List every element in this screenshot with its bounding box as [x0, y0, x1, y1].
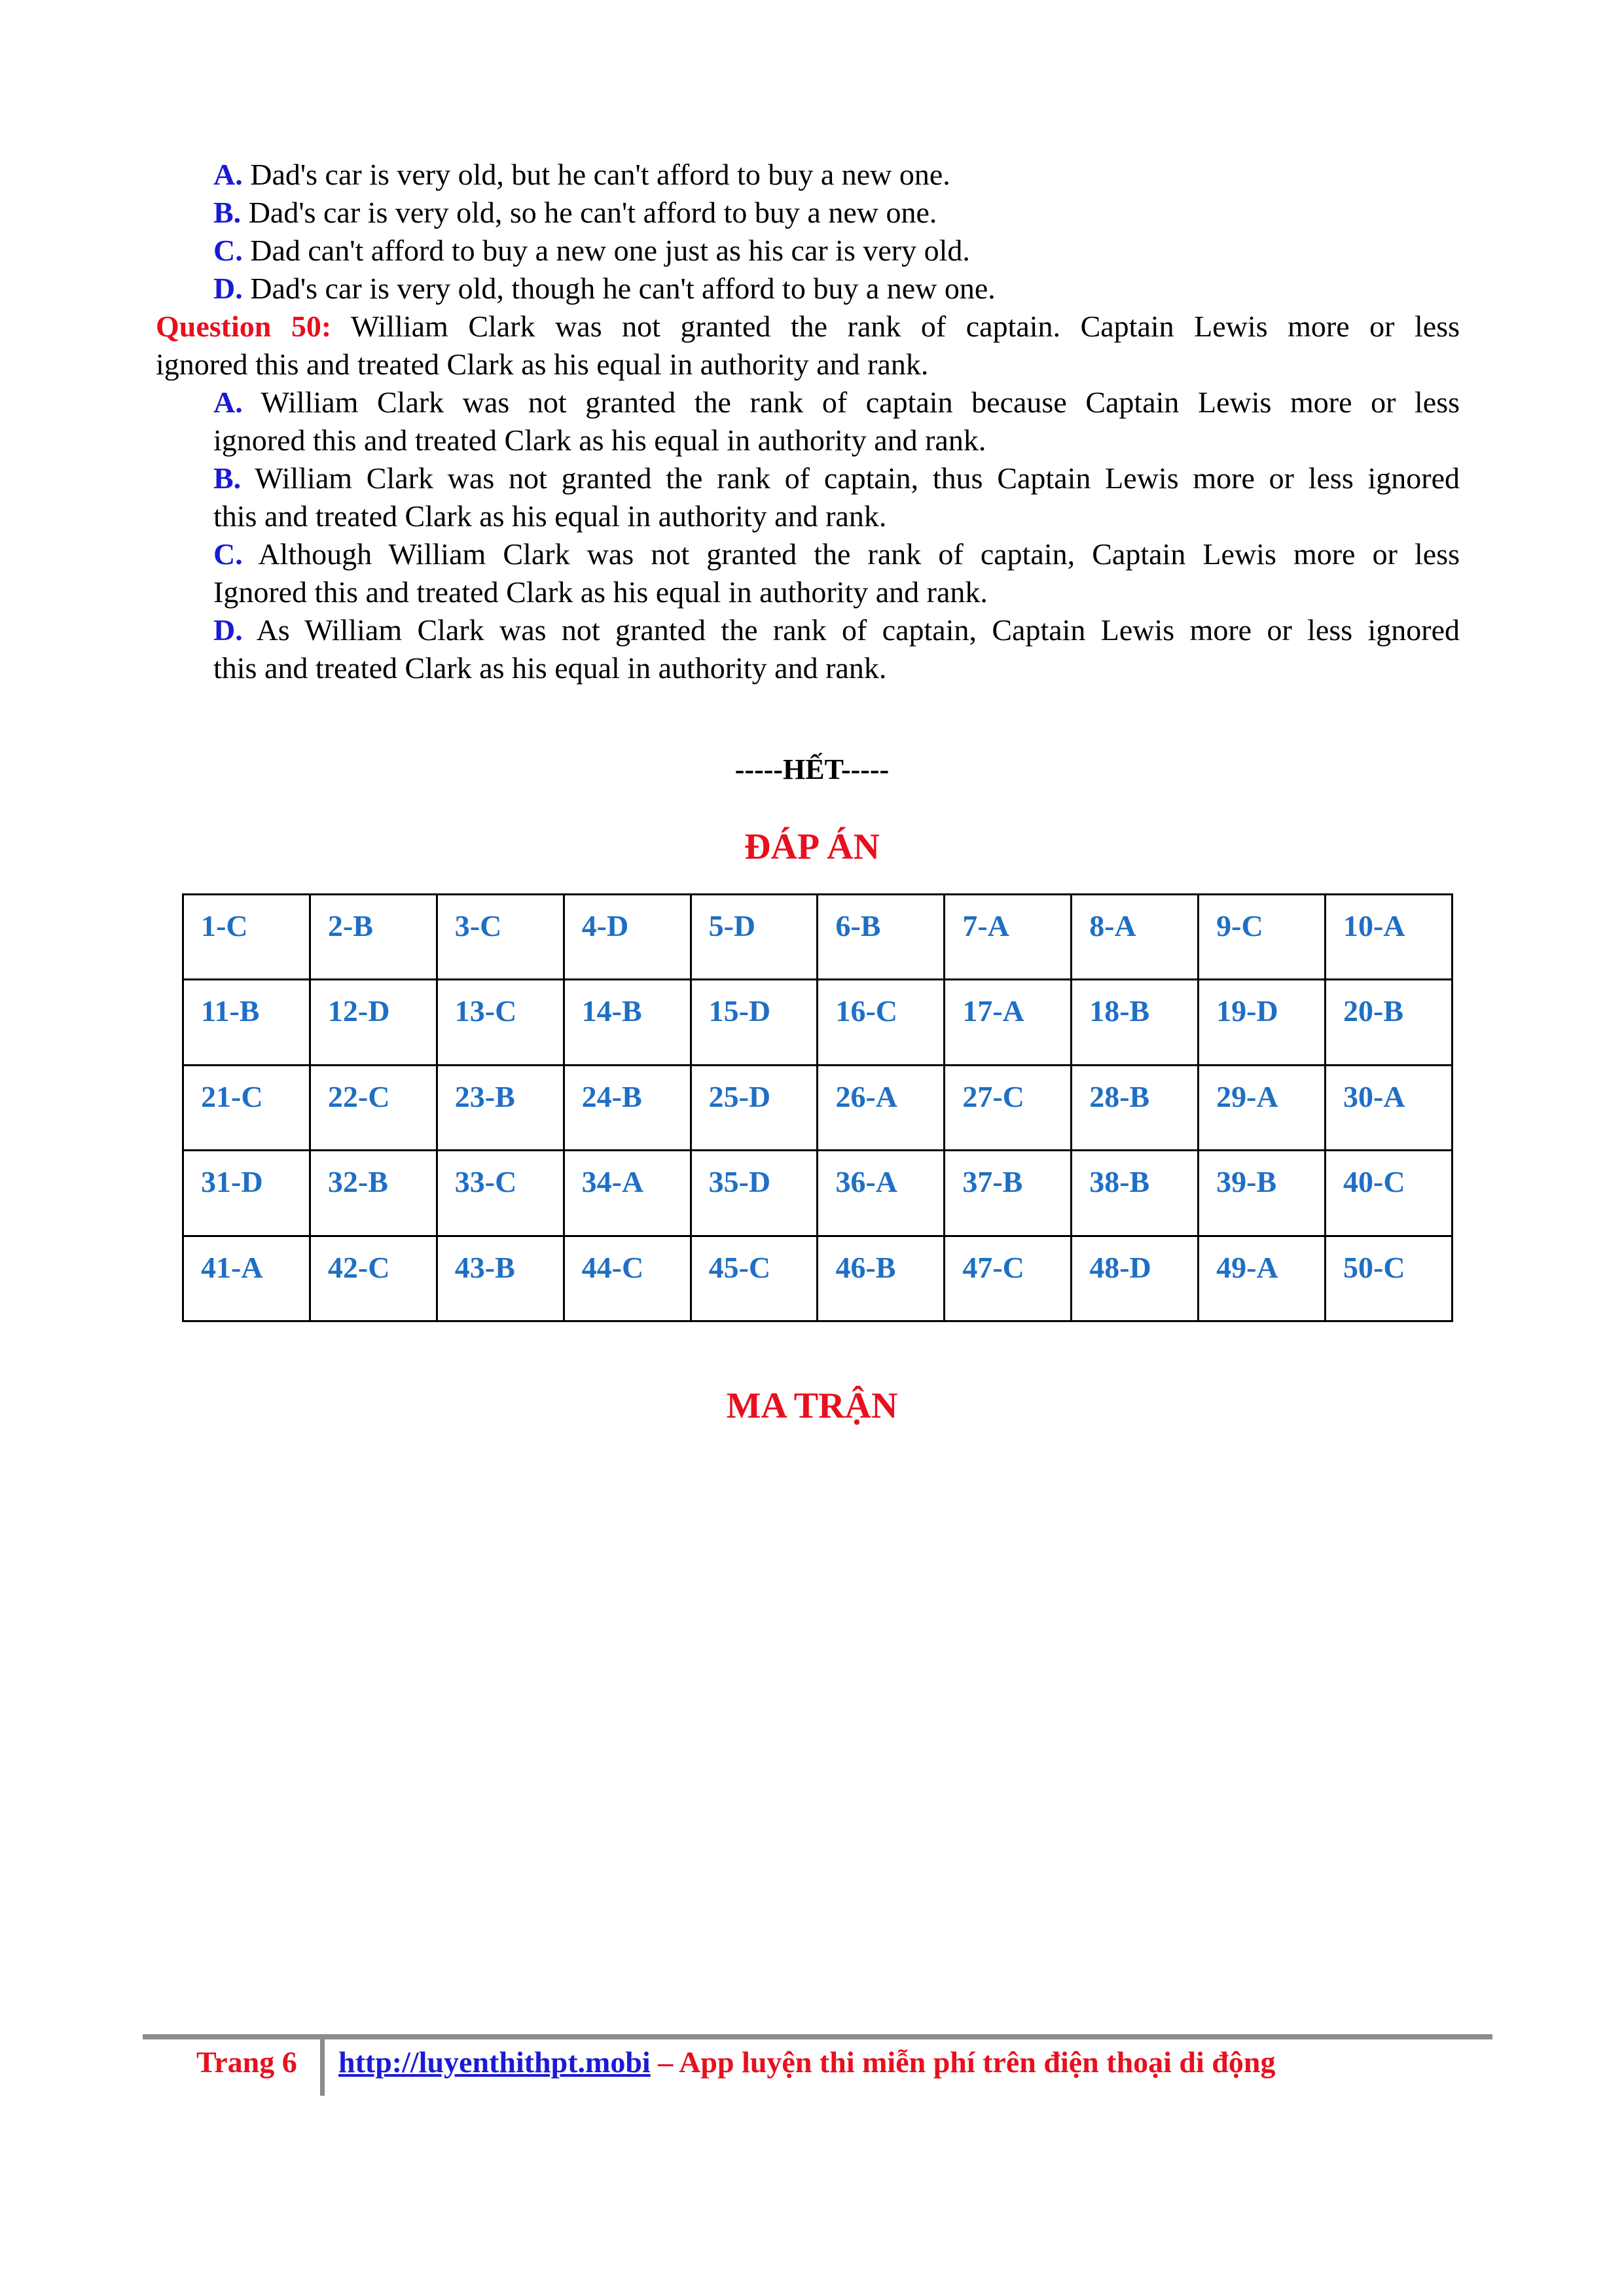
q50-option-d-line2: this and treated Clark as his equal in authority and rank.: [213, 651, 887, 685]
answer-cell: 40-C: [1326, 1151, 1453, 1236]
prev-option-a: [213, 156, 950, 194]
answer-cell: 37-B: [945, 1151, 1072, 1236]
answer-cell: 29-A: [1199, 1065, 1326, 1150]
answer-cell: 6-B: [818, 895, 945, 980]
answer-cell: 32-B: [310, 1151, 437, 1236]
table-row: [183, 1151, 1453, 1236]
answer-cell: 50-C: [1326, 1236, 1453, 1321]
q50-option-d: [213, 611, 1460, 649]
option-text: As William Clark was not granted the rank of captain, Captain Lewis more or less ignored: [256, 613, 1460, 647]
table-row: [183, 980, 1453, 1065]
footer-divider: [143, 2034, 1492, 2039]
answer-cell: 42-C: [310, 1236, 437, 1321]
answer-cell: 31-D: [183, 1151, 310, 1236]
option-label: A.: [213, 386, 243, 419]
option-label: D.: [213, 613, 243, 647]
answer-cell: 5-D: [691, 895, 818, 980]
question-50-stem: [156, 308, 1460, 346]
option-text: Dad can't afford to buy a new one just as his car is very old.: [250, 234, 970, 267]
page-number: Trang 6: [196, 2045, 297, 2079]
answer-cell: 14-B: [564, 980, 691, 1065]
q50-option-c: [213, 535, 1460, 573]
option-text: William Clark was not granted the rank of captain because Captain Lewis more or less: [261, 386, 1460, 419]
footer-text: [338, 2045, 1275, 2079]
option-label: B.: [213, 461, 242, 495]
answer-cell: 13-C: [437, 980, 564, 1065]
answer-cell: 33-C: [437, 1151, 564, 1236]
q50-option-c-line2: Ignored this and treated Clark as his equal in authority and rank.: [213, 575, 988, 609]
answer-cell: 11-B: [183, 980, 310, 1065]
prev-option-c: [213, 232, 970, 270]
answer-cell: 3-C: [437, 895, 564, 980]
answer-cell: 23-B: [437, 1065, 564, 1150]
answer-cell: 19-D: [1199, 980, 1326, 1065]
answer-cell: 30-A: [1326, 1065, 1453, 1150]
table-row: [183, 1065, 1453, 1150]
footer-separator: [320, 2039, 325, 2096]
answer-cell: 28-B: [1072, 1065, 1199, 1150]
matrix-title: MA TRẬN: [726, 1386, 898, 1426]
answer-cell: 36-A: [818, 1151, 945, 1236]
answer-cell: 8-A: [1072, 895, 1199, 980]
table-row: [183, 1236, 1453, 1321]
answer-cell: 15-D: [691, 980, 818, 1065]
answer-cell: 10-A: [1326, 895, 1453, 980]
answer-cell: 7-A: [945, 895, 1072, 980]
q50-option-a: [213, 384, 1460, 422]
answer-cell: 16-C: [818, 980, 945, 1065]
answer-cell: 1-C: [183, 895, 310, 980]
answer-cell: 26-A: [818, 1065, 945, 1150]
footer-tagline: – App luyện thi miễn phí trên điện thoại di động: [650, 2045, 1276, 2079]
answer-cell: 17-A: [945, 980, 1072, 1065]
question-label: Question 50:: [156, 310, 332, 343]
answer-cell: 20-B: [1326, 980, 1453, 1065]
answer-cell: 24-B: [564, 1065, 691, 1150]
answer-cell: 41-A: [183, 1236, 310, 1321]
q50-option-b: [213, 459, 1460, 497]
q50-option-a-line2: ignored this and treated Clark as his equal in authority and rank.: [213, 423, 986, 457]
answer-cell: 25-D: [691, 1065, 818, 1150]
option-text: Dad's car is very old, so he can't afford to buy a new one.: [248, 196, 937, 229]
footer-link[interactable]: http://luyenthithpt.mobi: [338, 2045, 651, 2079]
answer-cell: 44-C: [564, 1236, 691, 1321]
answer-cell: 2-B: [310, 895, 437, 980]
answer-cell: 45-C: [691, 1236, 818, 1321]
option-label: A.: [213, 158, 243, 191]
answer-cell: 18-B: [1072, 980, 1199, 1065]
prev-option-b: [213, 194, 937, 232]
answer-cell: 46-B: [818, 1236, 945, 1321]
answer-cell: 22-C: [310, 1065, 437, 1150]
prev-option-d: [213, 270, 996, 308]
answer-cell: 35-D: [691, 1151, 818, 1236]
option-text: Dad's car is very old, though he can't afford to buy a new one.: [250, 272, 996, 305]
answer-cell: 38-B: [1072, 1151, 1199, 1236]
answer-cell: 27-C: [945, 1065, 1072, 1150]
answer-cell: 9-C: [1199, 895, 1326, 980]
answer-cell: 34-A: [564, 1151, 691, 1236]
answer-cell: 48-D: [1072, 1236, 1199, 1321]
answer-cell: 43-B: [437, 1236, 564, 1321]
answer-cell: 12-D: [310, 980, 437, 1065]
question-stem-line1: William Clark was not granted the rank of captain. Captain Lewis more or less: [350, 310, 1460, 343]
answer-key-title: ĐÁP ÁN: [744, 827, 880, 867]
option-text: Dad's car is very old, but he can't afford to buy a new one.: [250, 158, 950, 191]
answer-key-table: [182, 893, 1453, 1322]
option-label: C.: [213, 537, 243, 571]
question-stem-line2: ignored this and treated Clark as his equal in authority and rank.: [156, 348, 929, 381]
option-label: D.: [213, 272, 243, 305]
option-text: Although William Clark was not granted the rank of captain, Captain Lewis more or less: [258, 537, 1460, 571]
answer-cell: 47-C: [945, 1236, 1072, 1321]
q50-option-b-line2: this and treated Clark as his equal in authority and rank.: [213, 499, 887, 533]
answer-cell: 39-B: [1199, 1151, 1326, 1236]
answer-cell: 4-D: [564, 895, 691, 980]
option-label: B.: [213, 196, 242, 229]
answer-cell: 49-A: [1199, 1236, 1326, 1321]
option-label: C.: [213, 234, 243, 267]
table-row: [183, 895, 1453, 980]
answer-cell: 21-C: [183, 1065, 310, 1150]
end-marker: -----HẾT-----: [734, 753, 890, 785]
option-text: William Clark was not granted the rank of captain, thus Captain Lewis more or less ignored: [255, 461, 1460, 495]
